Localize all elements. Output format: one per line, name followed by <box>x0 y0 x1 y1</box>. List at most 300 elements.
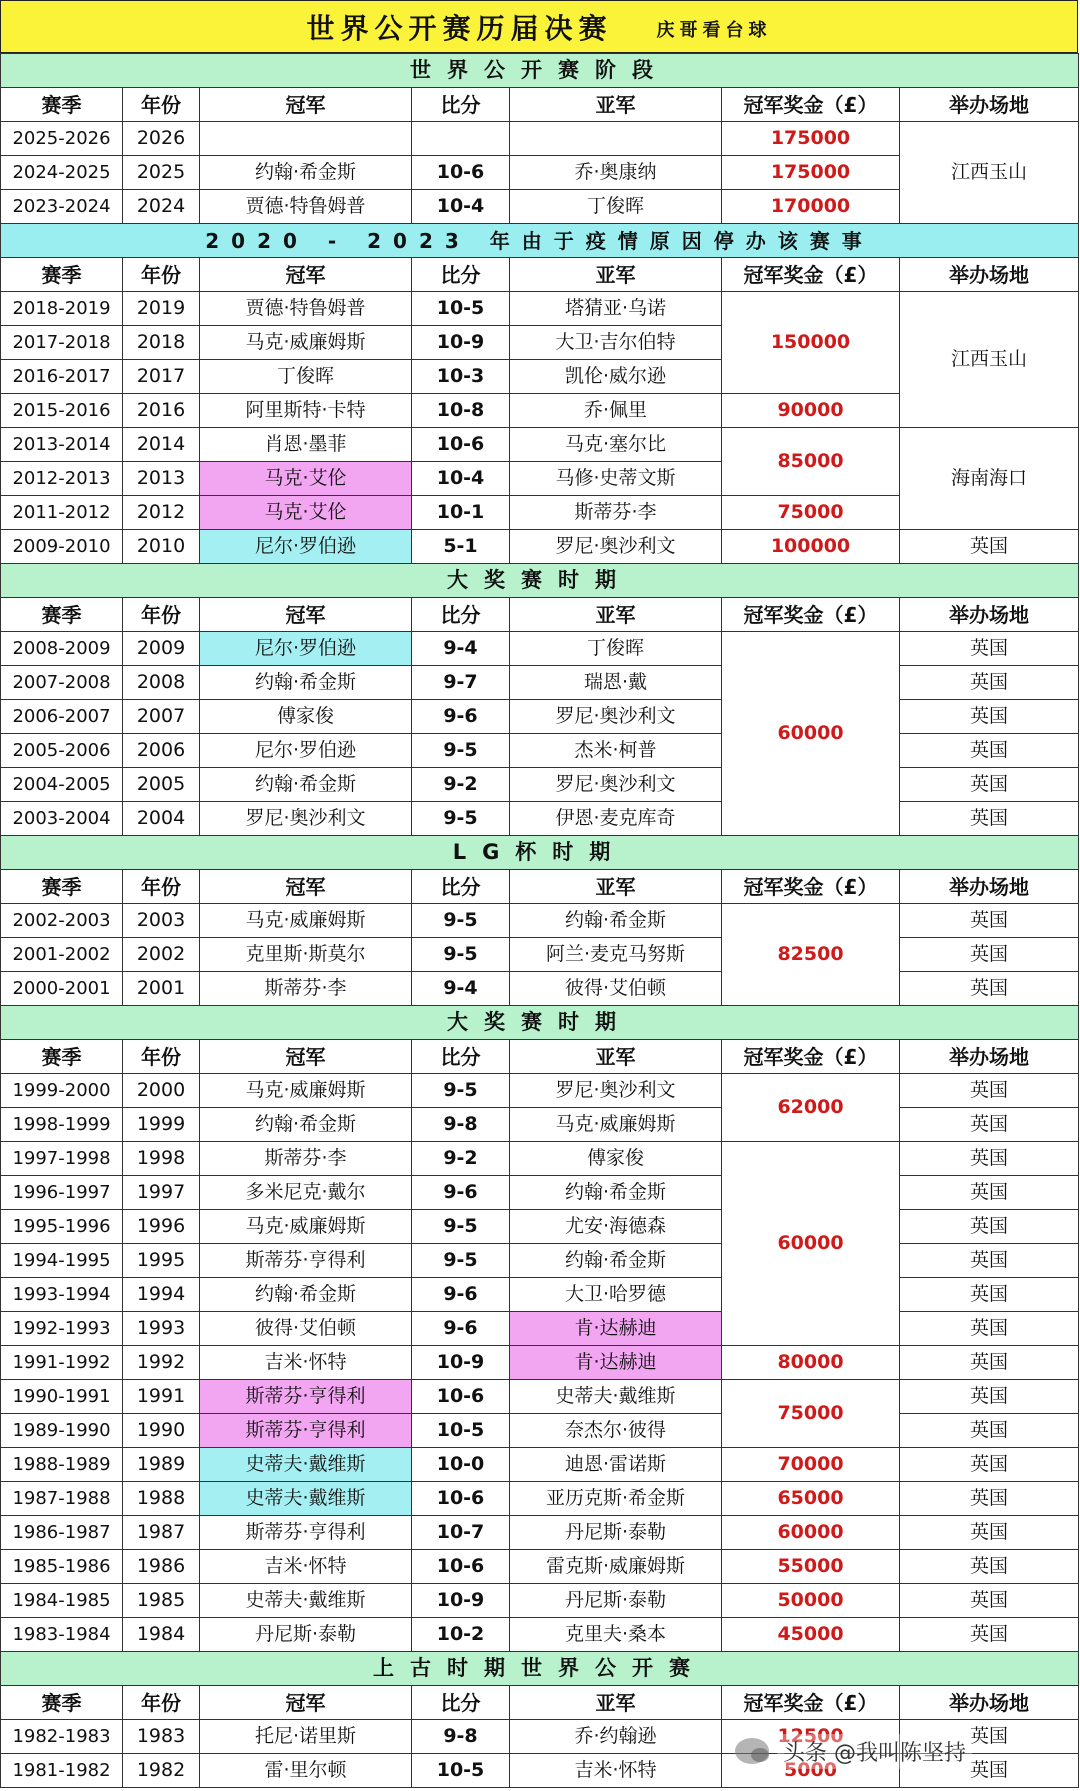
header-runner-up: 亚军 <box>510 870 722 904</box>
runner-up-cell: 乔·约翰逊 <box>510 1720 722 1754</box>
prize-cell: 75000 <box>722 496 900 530</box>
venue-cell: 英国 <box>900 1244 1079 1278</box>
header-champion: 冠军 <box>200 258 412 292</box>
champion-cell: 贾德·特鲁姆普 <box>200 190 412 224</box>
header-score: 比分 <box>412 88 510 122</box>
header-season: 赛季 <box>1 870 123 904</box>
runner-up-cell: 马修·史蒂文斯 <box>510 462 722 496</box>
year-cell: 2008 <box>123 666 200 700</box>
table-row <box>1 530 1079 564</box>
year-cell: 2014 <box>123 428 200 462</box>
table-row <box>1 1720 1079 1754</box>
section-title: 大奖赛时期 <box>1 564 1079 598</box>
header-runner-up: 亚军 <box>510 88 722 122</box>
table-row <box>1 1346 1079 1380</box>
prize-cell: 55000 <box>722 1550 900 1584</box>
header-year: 年份 <box>123 598 200 632</box>
header-season: 赛季 <box>1 1686 123 1720</box>
venue-cell: 英国 <box>900 1210 1079 1244</box>
table-row <box>1 904 1079 938</box>
runner-up-cell: 丹尼斯·泰勒 <box>510 1516 722 1550</box>
header-season: 赛季 <box>1 258 123 292</box>
season-cell: 1997-1998 <box>1 1142 123 1176</box>
runner-up-cell: 马克·塞尔比 <box>510 428 722 462</box>
prize-cell: 150000 <box>722 292 900 394</box>
year-cell: 1998 <box>123 1142 200 1176</box>
header-row <box>1 88 1079 122</box>
header-year: 年份 <box>123 88 200 122</box>
header-champion: 冠军 <box>200 870 412 904</box>
section-row <box>1 1006 1079 1040</box>
section-row <box>1 836 1079 870</box>
header-prize: 冠军奖金（£） <box>722 870 900 904</box>
header-year: 年份 <box>123 1686 200 1720</box>
header-row <box>1 598 1079 632</box>
venue-cell: 英国 <box>900 1346 1079 1380</box>
runner-up-cell: 塔猜亚·乌诺 <box>510 292 722 326</box>
section-title: 世界公开赛阶段 <box>1 54 1079 88</box>
runner-up-cell: 史蒂夫·戴维斯 <box>510 1380 722 1414</box>
runner-up-cell: 罗尼·奥沙利文 <box>510 1074 722 1108</box>
section-row <box>1 564 1079 598</box>
score-cell: 10-6 <box>412 1550 510 1584</box>
champion-cell: 斯蒂芬·李 <box>200 1142 412 1176</box>
score-cell: 10-2 <box>412 1618 510 1652</box>
score-cell: 10-9 <box>412 1584 510 1618</box>
venue-cell: 英国 <box>900 768 1079 802</box>
header-year: 年份 <box>123 1040 200 1074</box>
prize-cell: 80000 <box>722 1346 900 1380</box>
table-row <box>1 1618 1079 1652</box>
score-cell: 9-5 <box>412 734 510 768</box>
year-cell: 2007 <box>123 700 200 734</box>
score-cell: 10-0 <box>412 1448 510 1482</box>
header-score: 比分 <box>412 1686 510 1720</box>
score-cell: 9-8 <box>412 1108 510 1142</box>
season-cell: 1987-1988 <box>1 1482 123 1516</box>
runner-up-cell: 迪恩·雷诺斯 <box>510 1448 722 1482</box>
table-row <box>1 632 1079 666</box>
prize-cell: 82500 <box>722 904 900 1006</box>
runner-up-cell: 罗尼·奥沙利文 <box>510 700 722 734</box>
runner-up-cell <box>510 122 722 156</box>
header-year: 年份 <box>123 870 200 904</box>
score-cell: 10-5 <box>412 292 510 326</box>
section-row <box>1 54 1079 88</box>
year-cell: 2017 <box>123 360 200 394</box>
prize-cell: 175000 <box>722 122 900 156</box>
year-cell: 2025 <box>123 156 200 190</box>
venue-cell: 江西玉山 <box>900 122 1079 224</box>
score-cell: 9-5 <box>412 938 510 972</box>
runner-up-cell: 罗尼·奥沙利文 <box>510 768 722 802</box>
season-cell: 2003-2004 <box>1 802 123 836</box>
season-cell: 2023-2024 <box>1 190 123 224</box>
champion-cell: 彼得·艾伯顿 <box>200 1312 412 1346</box>
runner-up-cell: 约翰·希金斯 <box>510 1176 722 1210</box>
score-cell: 10-7 <box>412 1516 510 1550</box>
header-venue: 举办场地 <box>900 870 1079 904</box>
results-table <box>0 53 1079 1788</box>
prize-cell: 90000 <box>722 394 900 428</box>
champion-cell: 托尼·诺里斯 <box>200 1720 412 1754</box>
table-row <box>1 802 1079 836</box>
champion-cell: 斯蒂芬·亨得利 <box>200 1244 412 1278</box>
champion-cell: 马克·艾伦 <box>200 462 412 496</box>
season-cell: 1990-1991 <box>1 1380 123 1414</box>
champion-cell: 傅家俊 <box>200 700 412 734</box>
runner-up-cell: 阿兰·麦克马努斯 <box>510 938 722 972</box>
season-cell: 2004-2005 <box>1 768 123 802</box>
year-cell: 2024 <box>123 190 200 224</box>
score-cell <box>412 122 510 156</box>
header-row <box>1 1040 1079 1074</box>
header-prize: 冠军奖金（£） <box>722 598 900 632</box>
year-cell: 2005 <box>123 768 200 802</box>
table-row <box>1 1414 1079 1448</box>
header-season: 赛季 <box>1 1040 123 1074</box>
header-season: 赛季 <box>1 598 123 632</box>
prize-cell: 62000 <box>722 1074 900 1142</box>
table-row <box>1 1142 1079 1176</box>
year-cell: 1991 <box>123 1380 200 1414</box>
runner-up-cell: 傅家俊 <box>510 1142 722 1176</box>
score-cell: 10-4 <box>412 462 510 496</box>
prize-cell: 75000 <box>722 1380 900 1448</box>
score-cell: 10-5 <box>412 1754 510 1788</box>
season-cell: 2005-2006 <box>1 734 123 768</box>
score-cell: 9-6 <box>412 700 510 734</box>
season-cell: 1985-1986 <box>1 1550 123 1584</box>
score-cell: 10-1 <box>412 496 510 530</box>
year-cell: 1987 <box>123 1516 200 1550</box>
season-cell: 1986-1987 <box>1 1516 123 1550</box>
year-cell: 2000 <box>123 1074 200 1108</box>
season-cell: 1988-1989 <box>1 1448 123 1482</box>
season-cell: 1999-2000 <box>1 1074 123 1108</box>
year-cell: 2018 <box>123 326 200 360</box>
champion-cell: 约翰·希金斯 <box>200 156 412 190</box>
score-cell: 10-8 <box>412 394 510 428</box>
season-cell: 1996-1997 <box>1 1176 123 1210</box>
runner-up-cell: 凯伦·威尔逊 <box>510 360 722 394</box>
table-row <box>1 292 1079 326</box>
section-row <box>1 1652 1079 1686</box>
champion-cell: 史蒂夫·戴维斯 <box>200 1448 412 1482</box>
champion-cell: 约翰·希金斯 <box>200 768 412 802</box>
season-cell: 1993-1994 <box>1 1278 123 1312</box>
year-cell: 2013 <box>123 462 200 496</box>
season-cell: 2018-2019 <box>1 292 123 326</box>
prize-cell: 60000 <box>722 1142 900 1346</box>
score-cell: 10-4 <box>412 190 510 224</box>
score-cell: 9-6 <box>412 1278 510 1312</box>
champion-cell: 丹尼斯·泰勒 <box>200 1618 412 1652</box>
prize-cell: 85000 <box>722 428 900 496</box>
year-cell: 1989 <box>123 1448 200 1482</box>
header-venue: 举办场地 <box>900 1686 1079 1720</box>
score-cell: 9-4 <box>412 632 510 666</box>
prize-cell: 60000 <box>722 1516 900 1550</box>
venue-cell: 英国 <box>900 802 1079 836</box>
score-cell: 9-7 <box>412 666 510 700</box>
season-cell: 2025-2026 <box>1 122 123 156</box>
venue-cell: 英国 <box>900 1312 1079 1346</box>
season-cell: 2011-2012 <box>1 496 123 530</box>
title-banner <box>0 0 1078 53</box>
header-champion: 冠军 <box>200 1040 412 1074</box>
runner-up-cell: 约翰·希金斯 <box>510 904 722 938</box>
runner-up-cell: 丁俊晖 <box>510 190 722 224</box>
champion-cell: 马克·威廉姆斯 <box>200 904 412 938</box>
season-cell: 2000-2001 <box>1 972 123 1006</box>
score-cell: 10-5 <box>412 1414 510 1448</box>
year-cell: 1992 <box>123 1346 200 1380</box>
year-cell: 2003 <box>123 904 200 938</box>
venue-cell: 英国 <box>900 1550 1079 1584</box>
year-cell: 2019 <box>123 292 200 326</box>
score-cell: 10-6 <box>412 428 510 462</box>
header-champion: 冠军 <box>200 598 412 632</box>
table-row <box>1 1516 1079 1550</box>
header-score: 比分 <box>412 258 510 292</box>
year-cell: 1984 <box>123 1618 200 1652</box>
header-row <box>1 1686 1079 1720</box>
prize-cell: 50000 <box>722 1584 900 1618</box>
season-cell: 2012-2013 <box>1 462 123 496</box>
season-cell: 1981-1982 <box>1 1754 123 1788</box>
venue-cell: 英国 <box>900 1482 1079 1516</box>
runner-up-cell: 马克·威廉姆斯 <box>510 1108 722 1142</box>
champion-cell: 史蒂夫·戴维斯 <box>200 1584 412 1618</box>
table-row <box>1 1482 1079 1516</box>
season-cell: 1994-1995 <box>1 1244 123 1278</box>
champion-cell: 肖恩·墨菲 <box>200 428 412 462</box>
page-subtitle: 庆哥看台球 <box>656 19 772 41</box>
runner-up-cell: 乔·佩里 <box>510 394 722 428</box>
venue-cell: 英国 <box>900 530 1079 564</box>
score-cell: 9-2 <box>412 768 510 802</box>
champion-cell: 斯蒂芬·亨得利 <box>200 1380 412 1414</box>
prize-cell: 100000 <box>722 530 900 564</box>
prize-cell: 60000 <box>722 632 900 836</box>
score-cell: 9-8 <box>412 1720 510 1754</box>
champion-cell: 马克·艾伦 <box>200 496 412 530</box>
header-score: 比分 <box>412 598 510 632</box>
year-cell: 2002 <box>123 938 200 972</box>
score-cell: 9-5 <box>412 904 510 938</box>
venue-cell: 英国 <box>900 1720 1079 1754</box>
venue-cell: 英国 <box>900 700 1079 734</box>
year-cell: 2010 <box>123 530 200 564</box>
season-cell: 2015-2016 <box>1 394 123 428</box>
season-cell: 2017-2018 <box>1 326 123 360</box>
champion-cell: 尼尔·罗伯逊 <box>200 734 412 768</box>
champion-cell: 丁俊晖 <box>200 360 412 394</box>
season-cell: 2013-2014 <box>1 428 123 462</box>
year-cell: 1982 <box>123 1754 200 1788</box>
champion-cell: 罗尼·奥沙利文 <box>200 802 412 836</box>
header-runner-up: 亚军 <box>510 1040 722 1074</box>
header-row <box>1 258 1079 292</box>
header-row <box>1 870 1079 904</box>
champion-cell: 尼尔·罗伯逊 <box>200 632 412 666</box>
score-cell: 10-9 <box>412 1346 510 1380</box>
table-row <box>1 700 1079 734</box>
header-year: 年份 <box>123 258 200 292</box>
champion-cell: 尼尔·罗伯逊 <box>200 530 412 564</box>
prize-cell: 175000 <box>722 156 900 190</box>
year-cell: 1986 <box>123 1550 200 1584</box>
header-prize: 冠军奖金（£） <box>722 1040 900 1074</box>
venue-cell: 英国 <box>900 972 1079 1006</box>
season-cell: 2009-2010 <box>1 530 123 564</box>
champion-cell: 阿里斯特·卡特 <box>200 394 412 428</box>
table-row <box>1 1448 1079 1482</box>
champion-cell: 马克·威廉姆斯 <box>200 326 412 360</box>
header-prize: 冠军奖金（£） <box>722 258 900 292</box>
score-cell: 9-4 <box>412 972 510 1006</box>
header-venue: 举办场地 <box>900 1040 1079 1074</box>
year-cell: 1999 <box>123 1108 200 1142</box>
table-row <box>1 428 1079 462</box>
runner-up-cell: 杰米·柯普 <box>510 734 722 768</box>
year-cell: 1994 <box>123 1278 200 1312</box>
page-title: 世界公开赛历届决赛 <box>306 11 613 45</box>
champion-cell: 马克·威廉姆斯 <box>200 1074 412 1108</box>
venue-cell: 英国 <box>900 1074 1079 1108</box>
header-season: 赛季 <box>1 88 123 122</box>
season-cell: 2007-2008 <box>1 666 123 700</box>
runner-up-cell: 亚历克斯·希金斯 <box>510 1482 722 1516</box>
section-title: LG杯时期 <box>1 836 1079 870</box>
year-cell: 2006 <box>123 734 200 768</box>
year-cell: 1988 <box>123 1482 200 1516</box>
table-row <box>1 1754 1079 1788</box>
table-row <box>1 1176 1079 1210</box>
score-cell: 10-6 <box>412 156 510 190</box>
table-row <box>1 1380 1079 1414</box>
table-row <box>1 1244 1079 1278</box>
champion-cell: 多米尼克·戴尔 <box>200 1176 412 1210</box>
table-row <box>1 666 1079 700</box>
header-prize: 冠军奖金（£） <box>722 1686 900 1720</box>
runner-up-cell: 克里夫·桑本 <box>510 1618 722 1652</box>
venue-cell: 英国 <box>900 1754 1079 1788</box>
runner-up-cell: 大卫·吉尔伯特 <box>510 326 722 360</box>
runner-up-cell: 瑞恩·戴 <box>510 666 722 700</box>
champion-cell: 吉米·怀特 <box>200 1550 412 1584</box>
score-cell: 9-6 <box>412 1176 510 1210</box>
notice-row <box>1 224 1079 258</box>
year-cell: 1997 <box>123 1176 200 1210</box>
venue-cell: 江西玉山 <box>900 292 1079 428</box>
runner-up-cell: 丹尼斯·泰勒 <box>510 1584 722 1618</box>
season-cell: 2016-2017 <box>1 360 123 394</box>
prize-cell: 12500 <box>722 1720 900 1754</box>
year-cell: 1990 <box>123 1414 200 1448</box>
score-cell: 9-5 <box>412 802 510 836</box>
season-cell: 2008-2009 <box>1 632 123 666</box>
score-cell: 10-6 <box>412 1482 510 1516</box>
champion-cell: 雷·里尔顿 <box>200 1754 412 1788</box>
prize-cell: 45000 <box>722 1618 900 1652</box>
runner-up-cell: 吉米·怀特 <box>510 1754 722 1788</box>
champion-cell: 约翰·希金斯 <box>200 666 412 700</box>
year-cell: 2009 <box>123 632 200 666</box>
score-cell: 10-3 <box>412 360 510 394</box>
champion-cell: 约翰·希金斯 <box>200 1108 412 1142</box>
runner-up-cell: 罗尼·奥沙利文 <box>510 530 722 564</box>
score-cell: 9-5 <box>412 1210 510 1244</box>
notice-text: 2020 - 2023 年由于疫情原因停办该赛事 <box>1 224 1079 258</box>
venue-cell: 英国 <box>900 666 1079 700</box>
header-venue: 举办场地 <box>900 258 1079 292</box>
season-cell: 2024-2025 <box>1 156 123 190</box>
table-row <box>1 1074 1079 1108</box>
score-cell: 9-5 <box>412 1244 510 1278</box>
season-cell: 1983-1984 <box>1 1618 123 1652</box>
runner-up-cell: 大卫·哈罗德 <box>510 1278 722 1312</box>
score-cell: 10-9 <box>412 326 510 360</box>
venue-cell: 英国 <box>900 1142 1079 1176</box>
table-row <box>1 1550 1079 1584</box>
section-title: 上古时期世界公开赛 <box>1 1652 1079 1686</box>
header-runner-up: 亚军 <box>510 258 722 292</box>
header-runner-up: 亚军 <box>510 1686 722 1720</box>
venue-cell: 英国 <box>900 1176 1079 1210</box>
prize-cell: 70000 <box>722 1448 900 1482</box>
season-cell: 1982-1983 <box>1 1720 123 1754</box>
year-cell: 1983 <box>123 1720 200 1754</box>
header-prize: 冠军奖金（£） <box>722 88 900 122</box>
runner-up-cell: 雷克斯·威廉姆斯 <box>510 1550 722 1584</box>
runner-up-cell: 伊恩·麦克库奇 <box>510 802 722 836</box>
runner-up-cell: 斯蒂芬·李 <box>510 496 722 530</box>
venue-cell: 英国 <box>900 938 1079 972</box>
venue-cell: 海南海口 <box>900 428 1079 530</box>
table-row <box>1 938 1079 972</box>
venue-cell: 英国 <box>900 1448 1079 1482</box>
year-cell: 1996 <box>123 1210 200 1244</box>
champion-cell: 斯蒂芬·亨得利 <box>200 1516 412 1550</box>
runner-up-cell: 肯·达赫迪 <box>510 1312 722 1346</box>
header-venue: 举办场地 <box>900 88 1079 122</box>
runner-up-cell: 约翰·希金斯 <box>510 1244 722 1278</box>
score-cell: 5-1 <box>412 530 510 564</box>
champion-cell: 史蒂夫·戴维斯 <box>200 1482 412 1516</box>
header-score: 比分 <box>412 870 510 904</box>
runner-up-cell: 肯·达赫迪 <box>510 1346 722 1380</box>
season-cell: 1984-1985 <box>1 1584 123 1618</box>
header-score: 比分 <box>412 1040 510 1074</box>
venue-cell: 英国 <box>900 1516 1079 1550</box>
watermark-text: 头条 @我叫陈坚持 <box>777 1734 972 1769</box>
year-cell: 2004 <box>123 802 200 836</box>
season-cell: 1992-1993 <box>1 1312 123 1346</box>
runner-up-cell: 奈杰尔·彼得 <box>510 1414 722 1448</box>
runner-up-cell: 乔·奥康纳 <box>510 156 722 190</box>
score-cell: 9-2 <box>412 1142 510 1176</box>
table-row <box>1 734 1079 768</box>
champion-cell: 约翰·希金斯 <box>200 1278 412 1312</box>
season-cell: 2001-2002 <box>1 938 123 972</box>
year-cell: 1993 <box>123 1312 200 1346</box>
venue-cell: 英国 <box>900 904 1079 938</box>
venue-cell: 英国 <box>900 734 1079 768</box>
season-cell: 2006-2007 <box>1 700 123 734</box>
year-cell: 1985 <box>123 1584 200 1618</box>
